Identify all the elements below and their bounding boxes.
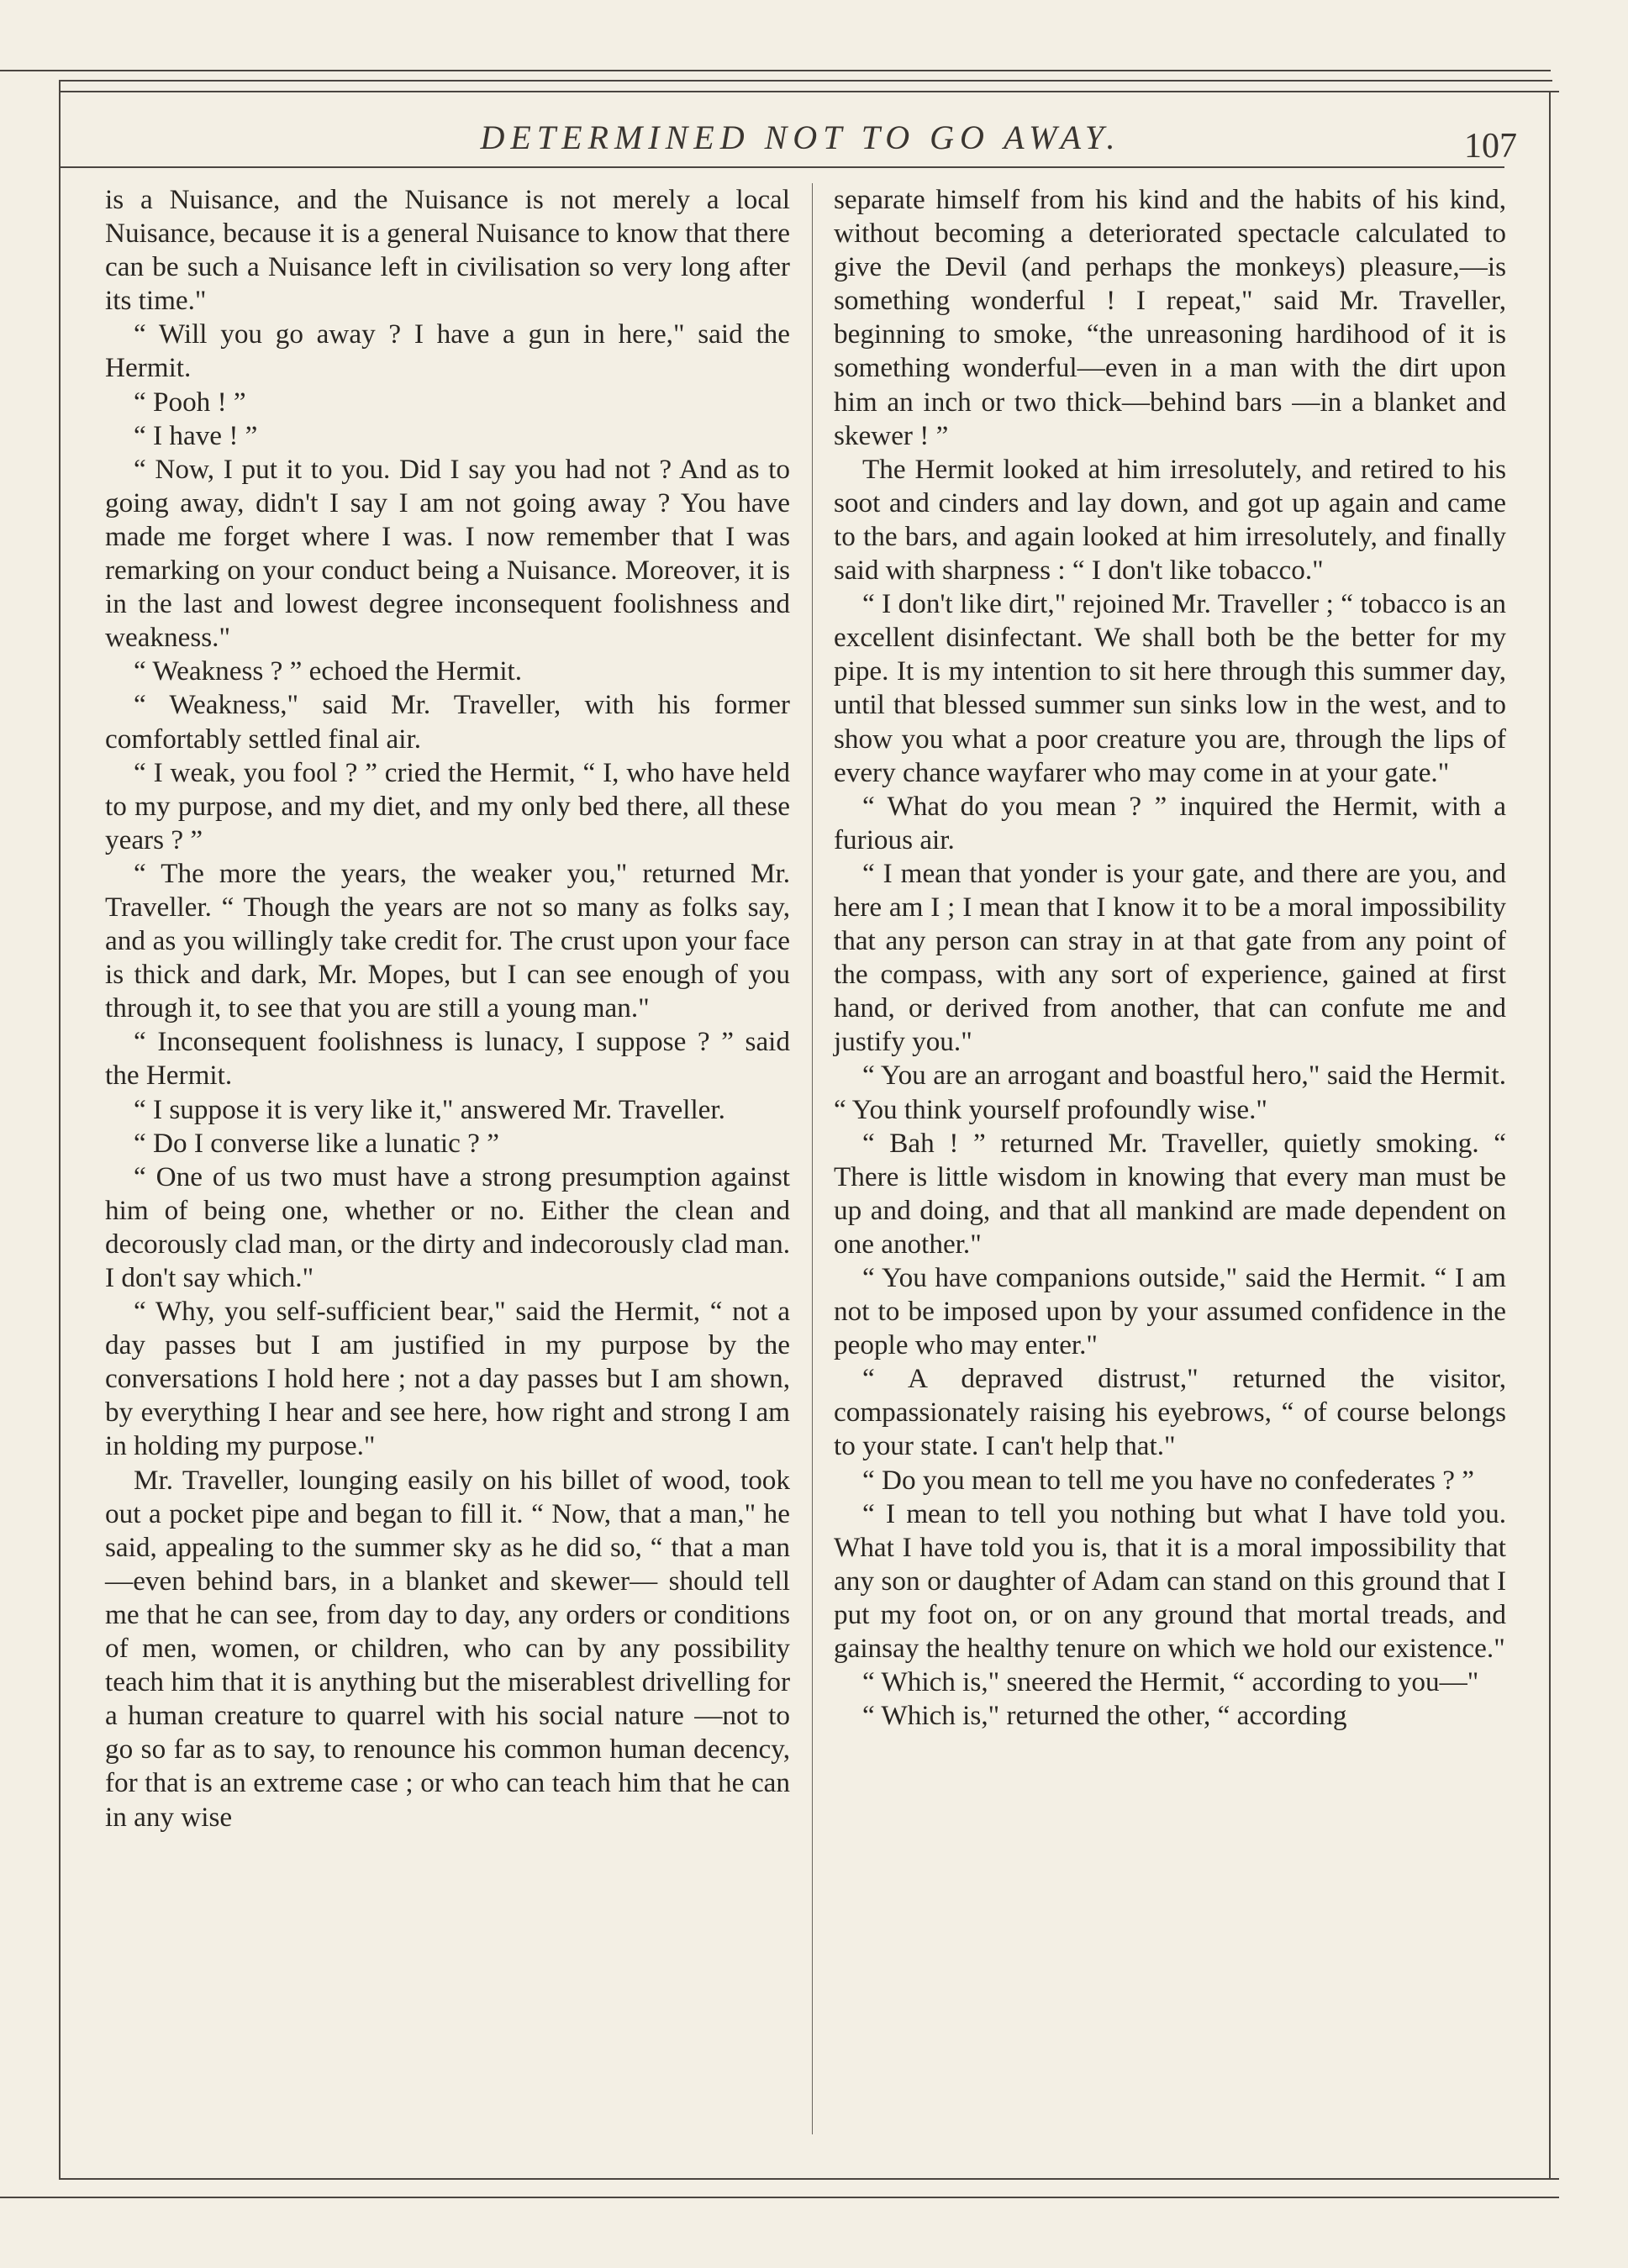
paragraph: “ Weakness," said Mr. Traveller, with his former comfortably settled final air.	[105, 689, 790, 755]
paragraph: “ Will you go away ? I have a gun in here," said the Hermit.	[105, 318, 790, 384]
paragraph: “ Pooh ! ”	[134, 386, 246, 418]
paragraph: “ Why, you self-sufficient bear," said the Hermit, “ not a day passes but I am justified in my purpose by the conversations I hold here ; not a day passes but I am shown, by everything I hear and see here, how right and strong I am in holding my purpose."	[105, 1296, 790, 1462]
paragraph: “ I weak, you fool ? ” cried the Hermit, “ I, who have held to my purpose, and my diet, and my only bed there, all these years ? ”	[105, 756, 790, 855]
paragraph: “ The more the years, the weaker you," returned Mr. Traveller. “ Though the years are not so many as folks say, and as you willingly take credit for. The crust upon your face is thick and dark, Mr. Mopes, but I can see enough of you through it, to see that you are still a young man."	[105, 857, 790, 1024]
bottom-rule-outer	[0, 2197, 1559, 2198]
paragraph: “ Do I converse like a lunatic ? ”	[134, 1127, 499, 1159]
paragraph: “ You are an arrogant and boastful hero," said the Hermit. “ You think yourself profoundly wise."	[834, 1060, 1506, 1125]
paragraph: “ Which is," sneered the Hermit, “ according to you—"	[862, 1666, 1479, 1698]
paragraph: The Hermit looked at him irresolutely, and retired to his soot and cinders and lay down, and got up again and came to the bars, and again looked at him irresolutely, and finally said with sharpness : “ I don't like tobacco."	[834, 453, 1506, 587]
paragraph: “ A depraved distrust," returned the visitor, compassionately raising his eyebrows, “ of course belongs to your state. I can't help that."	[834, 1363, 1506, 1462]
column-divider	[812, 183, 813, 2134]
running-title: DETERMINED NOT TO GO AWAY.	[480, 118, 1121, 156]
paragraph: “ I mean that yonder is your gate, and there are you, and here am I ; I mean that I know it to be a moral impossibility that any person can stray in at that gate from any point of the compass, with any sort of experience, gained at first hand, or derived from another, that can confute me and justify you."	[834, 857, 1506, 1058]
paragraph: is a Nuisance, and the Nuisance is not merely a local Nuisance, because it is a general Nuisance to know that there can be such a Nuisance left in civilisation so very long after its time."	[105, 184, 790, 317]
bottom-rule-inner	[59, 2178, 1559, 2180]
left-column	[105, 183, 790, 1834]
paragraph: “ Weakness ? ” echoed the Hermit.	[134, 655, 523, 687]
paragraph: “ One of us two must have a strong presumption against him of being one, whether or no. Either the clean and decorously clad man, or the dirty and indecorously clad man. I don't say which."	[105, 1160, 790, 1293]
paragraph: “ I mean to tell you nothing but what I have told you. What I have told you is, that it is a moral impossibility that any son or daughter of Adam can stand on this ground that I put my foot on, or on any ground that mortal treads, and gainsay the healthy tenure on which we hold our existence."	[834, 1497, 1506, 1665]
header-underline	[59, 166, 1504, 168]
paragraph: “ What do you mean ? ” inquired the Hermit, with a furious air.	[834, 790, 1506, 855]
paragraph: “ Do you mean to tell me you have no confederates ? ”	[862, 1464, 1475, 1496]
top-rule-outer	[0, 70, 1551, 71]
paragraph: “ I have ! ”	[134, 419, 258, 451]
paragraph: “ I don't like dirt," rejoined Mr. Traveller ; “ tobacco is an excellent disinfectant. We shall both be the better for my pipe. It is my intention to sit here through this summer day, until that blessed summer sun sinks low in the west, and to show you what a poor creature you are, through the lips of every chance wayfarer who may come in at your gate."	[834, 588, 1506, 788]
paragraph: “ Now, I put it to you. Did I say you had not ? And as to going away, didn't I say I am not going away ? You have made me forget where I was. I now remember that I was remarking on your conduct being a Nuisance. Moreover, it is in the last and lowest degree inconsequent foolishness and weakness."	[105, 453, 790, 654]
paragraph: separate himself from his kind and the habits of his kind, without becoming a deteriorated spectacle calculated to give the Devil (and perhaps the monkeys) pleasure,—is something wonderful ! I repeat," said Mr. Traveller, beginning to smoke, “the unreasoning hardihood of it is something wonderful—even in a man with the dirt upon him an inch or two thick—behind bars —in a blanket and skewer ! ”	[834, 184, 1506, 451]
paragraph: “ Which is," returned the other, “ according	[862, 1700, 1347, 1732]
right-column	[834, 183, 1506, 1733]
paragraph: “ You have companions outside," said the Hermit. “ I am not to be imposed upon by your assumed confidence in the people who may enter."	[834, 1262, 1506, 1361]
page-number: 107	[1464, 127, 1517, 166]
paragraph: “ Bah ! ” returned Mr. Traveller, quietly smoking. “ There is little wisdom in knowing that every man must be up and doing, and that all mankind are made dependent on one another."	[834, 1127, 1506, 1260]
paragraph: Mr. Traveller, lounging easily on his billet of wood, took out a pocket pipe and began to fill it. “ Now, that a man," he said, appealing to the summer sky as he did so, “ that a man —even behind bars, in a blanket and skewer— should tell me that he can see, from day to day, any orders or conditions of men, women, or children, who can by any possibility teach him that it is anything but the miserablest drivelling for a human creature to quarrel with his social nature —not to go so far as to say, to renounce his common human decency, for that is an extreme case ; or who can teach him that he can in any wise	[105, 1464, 790, 1833]
paragraph: “ I suppose it is very like it," answered Mr. Traveller.	[134, 1093, 725, 1125]
paragraph: “ Inconsequent foolishness is lunacy, I suppose ? ” said the Hermit.	[105, 1026, 790, 1092]
right-frame-rule	[1549, 92, 1551, 2180]
